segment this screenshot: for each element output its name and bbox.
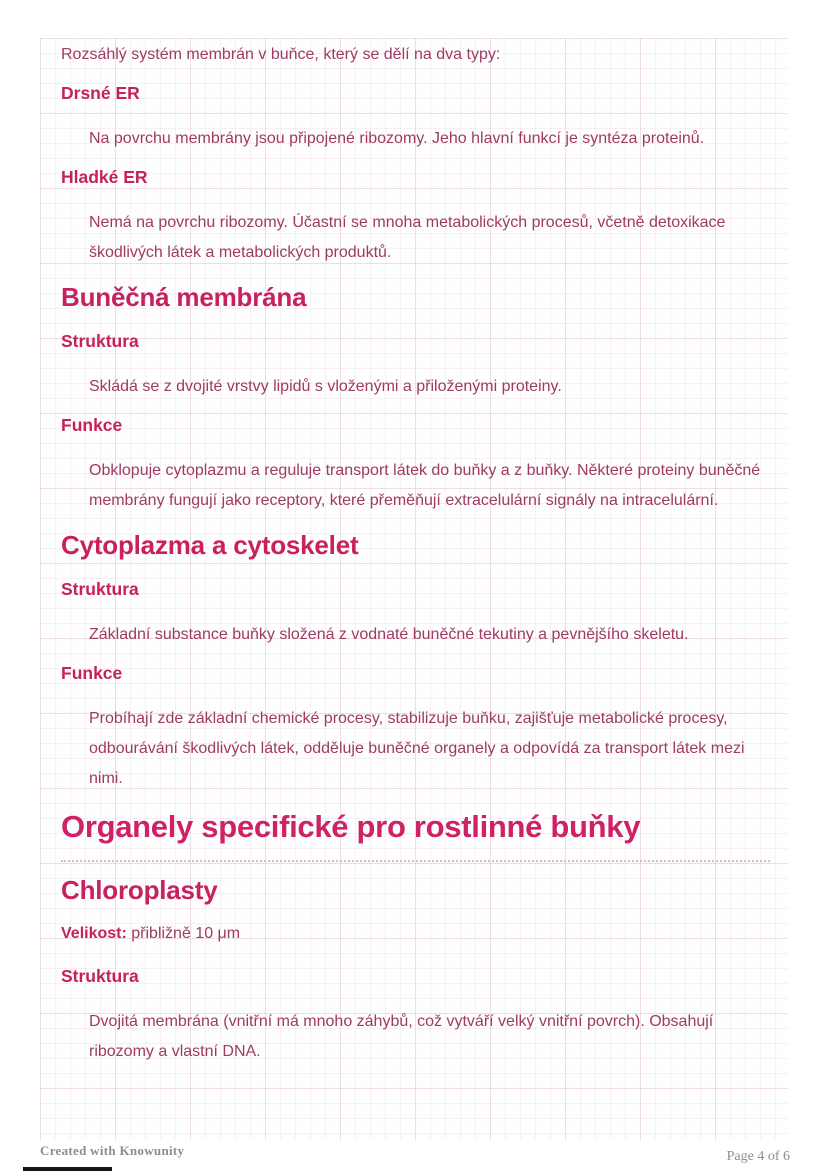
body-paragraph: Nemá na povrchu ribozomy. Účastní se mnoha metabolických procesů, včetně detoxikace škodlivých látek a metabolických produktů. (89, 214, 726, 261)
subheading-struktura: Struktura (61, 966, 139, 986)
section-heading-bunecna-membrana: Buněčná membrána (61, 282, 307, 312)
note-page-sheet (40, 38, 788, 1140)
velikost-line (61, 923, 770, 945)
page-title-organely-specificke: Organely specifické pro rostlinné buňky (61, 806, 770, 862)
body-paragraph: Obklopuje cytoplazmu a reguluje transport látek do buňky a z buňky. Některé proteiny buněčné membrány fungují jako receptory, které přeměňují extracelulární signály na intracelulární. (89, 462, 761, 509)
body-paragraph: Skládá se z dvojité vrstvy lipidů s vloženými a přiloženými proteiny. (89, 378, 562, 395)
subheading-funkce: Funkce (61, 415, 123, 435)
subheading-hladke-er: Hladké ER (61, 167, 148, 187)
velikost-label: Velikost: (61, 925, 127, 942)
section-heading-cytoplazma-a-cytoskelet: Cytoplazma a cytoskelet (61, 530, 359, 560)
subheading-drsne-er: Drsné ER (61, 83, 140, 103)
subheading-struktura: Struktura (61, 579, 139, 599)
subheading-struktura: Struktura (61, 331, 139, 351)
subheading-funkce: Funkce (61, 663, 123, 683)
body-paragraph: Dvojitá membrána (vnitřní má mnoho záhybů, což vytváří velký vnitřní povrch). Obsahují ribozomy a vlastní DNA. (89, 1013, 714, 1060)
body-paragraph: Probíhají zde základní chemické procesy, stabilizuje buňku, zajišťuje metabolické procesy, odbourávání škodlivých látek, odděluje buněčné organely a odpovídá za transport látek mezi nimi. (89, 710, 745, 787)
body-paragraph: Na povrchu membrány jsou připojené ribozomy. Jeho hlavní funkcí je syntéza proteinů. (89, 130, 705, 147)
velikost-value: přibližně 10 μm (126, 925, 241, 942)
body-paragraph: Základní substance buňky složená z vodnaté buněčné tekutiny a pevnějšího skeletu. (89, 626, 689, 643)
knowunity-credit: Created with Knowunity (40, 1143, 185, 1158)
page-number: Page 4 of 6 (726, 1149, 790, 1164)
next-page-text-cutoff (23, 1167, 112, 1171)
section-heading-chloroplasty: Chloroplasty (61, 875, 218, 905)
intro-paragraph: Rozsáhlý systém membrán v buňce, který se dělí na dva typy: (61, 46, 501, 63)
